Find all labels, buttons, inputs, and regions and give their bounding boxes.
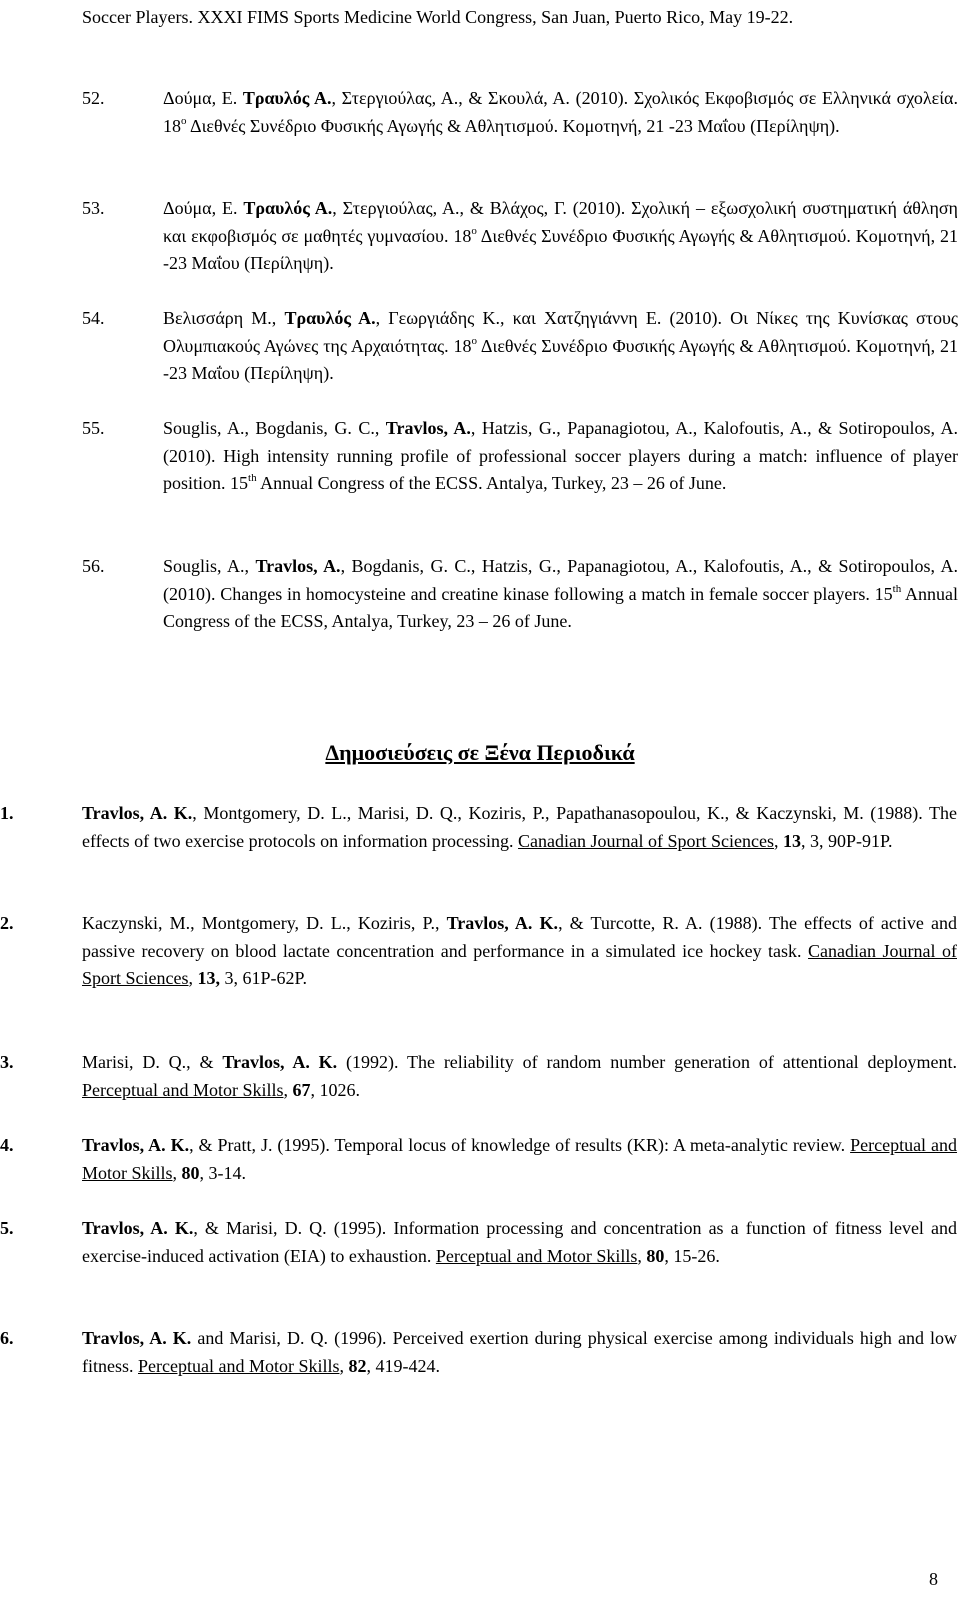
citation-body: , Στεργιούλας, Α., & Βλάχος, Γ. (2010). Σχολική – εξωσχολική συστηματική άθληση και εκφοβισμός σε μαθητές γυμνασίου. 18 (163, 198, 958, 246)
highlighted-author: Travlos, A. K. (82, 803, 193, 823)
reference-text (82, 910, 957, 993)
pages: , 1026. (310, 1079, 360, 1100)
journal-name: Perceptual and Motor Skills (138, 1355, 340, 1376)
citation-venue: Διεθνές Συνέδριο Φυσικής Αγωγής & Αθλητισμού. Κομοτηνή, 21 -23 Μαΐου (Περίληψη). (163, 335, 958, 384)
superscript: ο (471, 334, 478, 347)
citation-body: , & Marisi, D. Q. (1995). Information processing and concentration as a function of fitness level and exercise-induced activation (EIA) to exhaustion. (82, 1218, 958, 1266)
pages: , 15-26. (664, 1245, 720, 1266)
citation-venue: Annual Congress of the ECSS, Antalya, Turkey, 23 – 26 of June. (163, 583, 958, 632)
citation-venue: Annual Congress of the ECSS. Antalya, Turkey, 23 – 26 of June. (256, 473, 727, 494)
reference-text (163, 415, 958, 498)
pages: 3, 61P-62P. (219, 968, 308, 989)
reference-number: 53. (82, 198, 105, 218)
reference-text (163, 553, 958, 636)
citation-body: , Γεωργιάδης Κ., και Χατζηγιάννη Ε. (2010). Οι Νίκες της Κυνίσκας στους Ολυμπιακούς Αγώνες της Αρχαιότητας. 18 (163, 308, 959, 356)
citation-body: , Hatzis, G., Papanagiotou, A., Kalofoutis, A., & Sotiropoulos, A. (2010). High intensity running profile of professional soccer players during a match: influence of player position. 15 (163, 418, 958, 494)
citation-body: (1992). The reliability of random number generation of attentional deployment. (337, 1052, 957, 1072)
separator: , (339, 1355, 349, 1376)
superscript: th (892, 582, 902, 595)
highlighted-author: Travlos, A. (255, 556, 341, 576)
reference-text (82, 1132, 957, 1187)
page-number: 8 (929, 1569, 938, 1589)
separator: , (283, 1079, 293, 1100)
journal-name: Perceptual and Motor Skills (82, 1135, 958, 1183)
pages: , 3-14. (199, 1162, 247, 1183)
reference-number: 2. (0, 913, 14, 933)
citation-body: , Montgomery, D. L., Marisi, D. Q., Koziris, P., Papathanasopoulou, K., & Kaczynski, M. (1988). The effects of two exercise protocols on information processing. (82, 803, 957, 851)
volume: 13, (197, 968, 220, 989)
highlighted-author: Travlos, A. (385, 418, 471, 438)
reference-text (163, 305, 958, 388)
separator: , (188, 968, 198, 989)
authors: Βελισσάρη Μ., (163, 308, 285, 328)
citation-body: , Bogdanis, G. C., Hatzis, G., Papanagiotou, A., Kalofoutis, A., & Sotiropoulos, A. (2010). Changes in homocysteine and creatine kinase following a match in female soccer players. 15 (163, 556, 958, 604)
separator: , (637, 1245, 647, 1266)
journal-name: Perceptual and Motor Skills (82, 1079, 284, 1100)
citation-body: , Στεργιούλας, Α., & Σκουλά, Α. (2010). Σχολικός Εκφοβισμός σε Ελληνικά σχολεία. 18 (163, 88, 958, 136)
reference-number: 52. (82, 88, 105, 108)
journal-name: Canadian Journal of Sport Sciences (518, 830, 774, 851)
volume: 67 (292, 1079, 311, 1100)
reference-number: 56. (82, 556, 105, 576)
highlighted-author: Travlos, A. K. (222, 1052, 338, 1072)
reference-text (82, 1215, 957, 1270)
citation-venue: Διεθνές Συνέδριο Φυσικής Αγωγής & Αθλητισμού. Κομοτηνή, 21 -23 Μαΐου (Περίληψη). (163, 225, 958, 274)
reference-number: 5. (0, 1218, 14, 1238)
citation-body: , & Pratt, J. (1995). Temporal locus of knowledge of results (KR): A meta-analytic review. (189, 1135, 851, 1155)
reference-text (82, 800, 957, 855)
highlighted-author: Travlos, A. K. (82, 1135, 190, 1155)
reference-text (163, 85, 958, 140)
highlighted-author: Travlos, A. K. (446, 913, 559, 933)
reference-number: 1. (0, 803, 14, 823)
highlighted-author: Travlos, A. K. (82, 1328, 192, 1348)
authors: Souglis, A., Bogdanis, G. C., (163, 418, 386, 438)
citation-venue: Διεθνές Συνέδριο Φυσικής Αγωγής & Αθλητισμού. Κομοτηνή, 21 -23 Μαΐου (Περίληψη). (186, 115, 840, 136)
superscript: th (248, 472, 257, 485)
reference-text (82, 1049, 957, 1104)
journal-name: Canadian Journal of Sport Sciences (82, 940, 957, 989)
highlighted-author: Τραυλός Α. (242, 88, 332, 108)
reference-number: 6. (0, 1328, 14, 1348)
separator: , (773, 830, 783, 851)
reference-text (163, 195, 958, 278)
pages: , 3, 90P-91P. (800, 830, 893, 851)
journal-name: Perceptual and Motor Skills (435, 1245, 638, 1266)
citation-body: , & Turcotte, R. A. (1988). The effects of active and passive recovery on blood lactate concentration and performance in a simulated ice hockey task. (82, 913, 958, 961)
volume: 80 (646, 1245, 665, 1266)
authors: Kaczynski, M., Montgomery, D. L., Koziris, P., (82, 913, 447, 933)
authors: Δούμα, Ε. (163, 88, 243, 108)
reference-number: 54. (82, 308, 105, 328)
reference-number: 3. (0, 1052, 14, 1072)
reference-number: 55. (82, 418, 105, 438)
authors: Souglis, A., (163, 556, 256, 576)
volume: 82 (348, 1355, 367, 1376)
volume: 80 (181, 1162, 200, 1183)
continuation-text: Soccer Players. XXXI FIMS Sports Medicine World Congress, San Juan, Puerto Rico, May 19-22. (82, 7, 794, 27)
authors: Marisi, D. Q., & (82, 1052, 223, 1072)
authors: Δούμα, Ε. (163, 198, 244, 218)
highlighted-author: Τραυλός Α. (243, 198, 333, 218)
volume: 13 (782, 830, 801, 851)
continuation-entry (82, 4, 960, 32)
reference-number: 4. (0, 1135, 14, 1155)
superscript: ο (471, 224, 477, 237)
highlighted-author: Τραυλός Α. (284, 308, 376, 328)
citation-body: and Marisi, D. Q. (1996). Perceived exertion during physical exercise among individuals high and low fitness. (82, 1328, 958, 1376)
highlighted-author: Travlos, A. K. (82, 1218, 194, 1238)
superscript: ο (181, 114, 187, 127)
section-heading: Δημοσιεύσεις σε Ξένα Περιοδικά (325, 740, 635, 765)
separator: , (172, 1162, 182, 1183)
pages: , 419-424. (366, 1355, 440, 1376)
reference-text (82, 1325, 957, 1380)
